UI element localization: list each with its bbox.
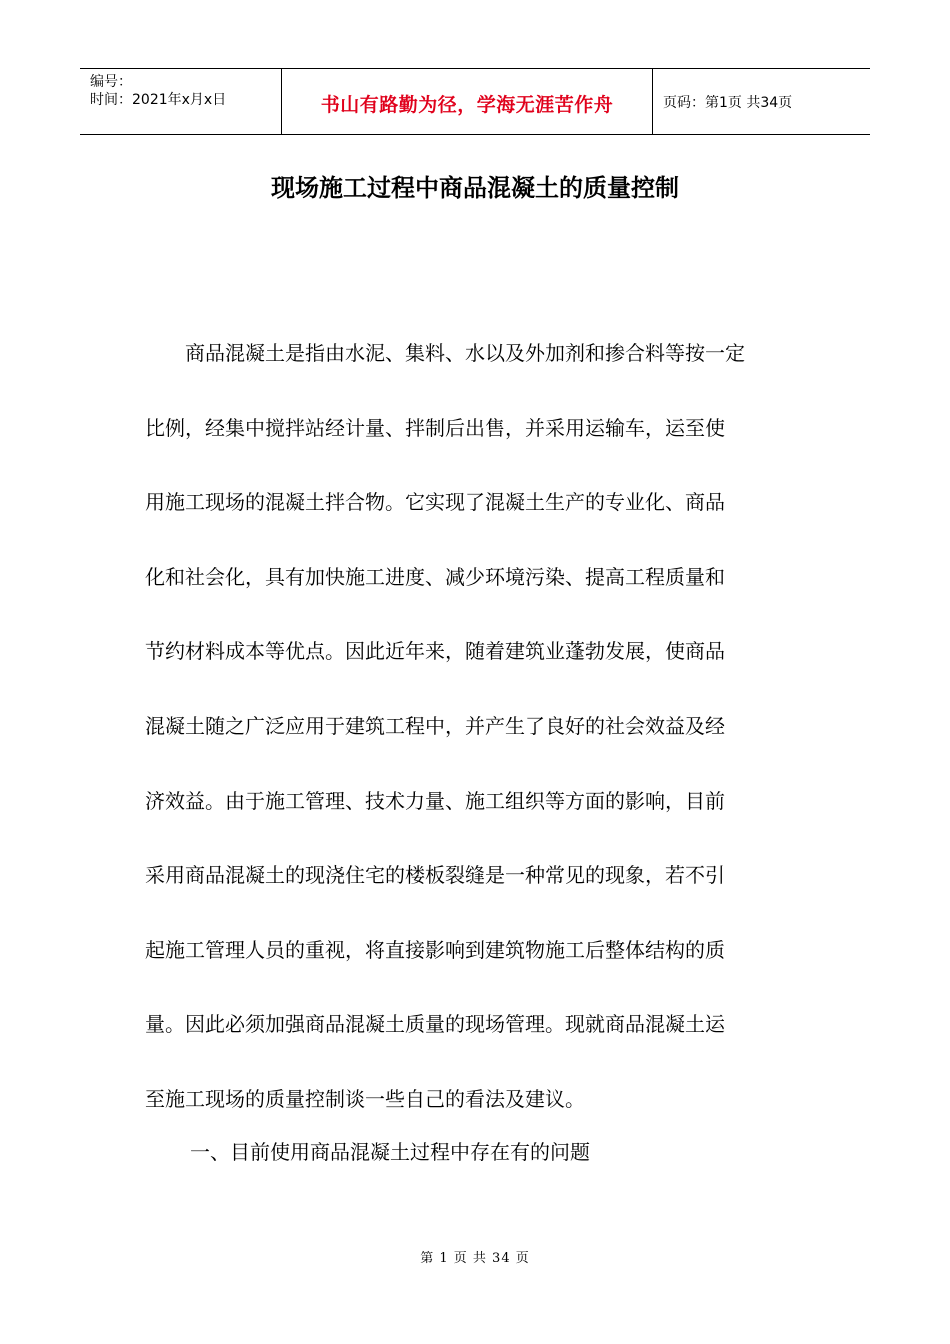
document-title: 现场施工过程中商品混凝土的质量控制	[271, 174, 679, 202]
paragraph-line: 比例，经集中搅拌站经计量、拌制后出售，并采用运输车，运至使	[145, 415, 725, 440]
paragraph-line: 用施工现场的混凝土拌合物。它实现了混凝土生产的专业化、商品	[145, 490, 725, 515]
paragraph-line: 量。因此必须加强商品混凝土质量的现场管理。现就商品混凝土运	[145, 1012, 725, 1037]
paragraph-line: 至施工现场的质量控制谈一些自己的看法及建议。	[145, 1086, 585, 1111]
page-footer: 第 1 页 共 34 页	[420, 1251, 530, 1266]
paragraph-line: 商品混凝土是指由水泥、集料、水以及外加剂和掺合料等按一定	[145, 341, 745, 365]
body-paragraph	[145, 316, 805, 1137]
paragraph-line: 化和社会化，具有加快施工进度、减少环境污染、提高工程质量和	[145, 564, 725, 589]
paragraph-line: 混凝土随之广泛应用于建筑工程中，并产生了良好的社会效益及经	[145, 713, 725, 738]
header-motto-cell	[281, 69, 653, 134]
paragraph-line: 采用商品混凝土的现浇住宅的楼板裂缝是一种常见的现象，若不引	[145, 863, 725, 888]
header-page-cell	[653, 69, 870, 134]
paragraph-line: 节约材料成本等优点。因此近年来，随着建筑业蓬勃发展，使商品	[145, 639, 725, 664]
document-date-label: 时间：2021年x月x日	[90, 92, 227, 108]
paragraph-line: 起施工管理人员的重视，将直接影响到建筑物施工后整体结构的质	[145, 937, 725, 962]
header-meta-cell	[80, 69, 281, 134]
paragraph-line: 济效益。由于施工管理、技术力量、施工组织等方面的影响，目前	[145, 788, 725, 813]
header-page-info: 页码：第1页 共34页	[663, 94, 793, 111]
document-header	[80, 68, 870, 135]
section-heading: 一、目前使用商品混凝土过程中存在有的问题	[190, 1140, 590, 1164]
header-motto: 书山有路勤为径，学海无涯苦作舟	[320, 94, 614, 116]
document-number-label: 编号：	[90, 74, 132, 90]
